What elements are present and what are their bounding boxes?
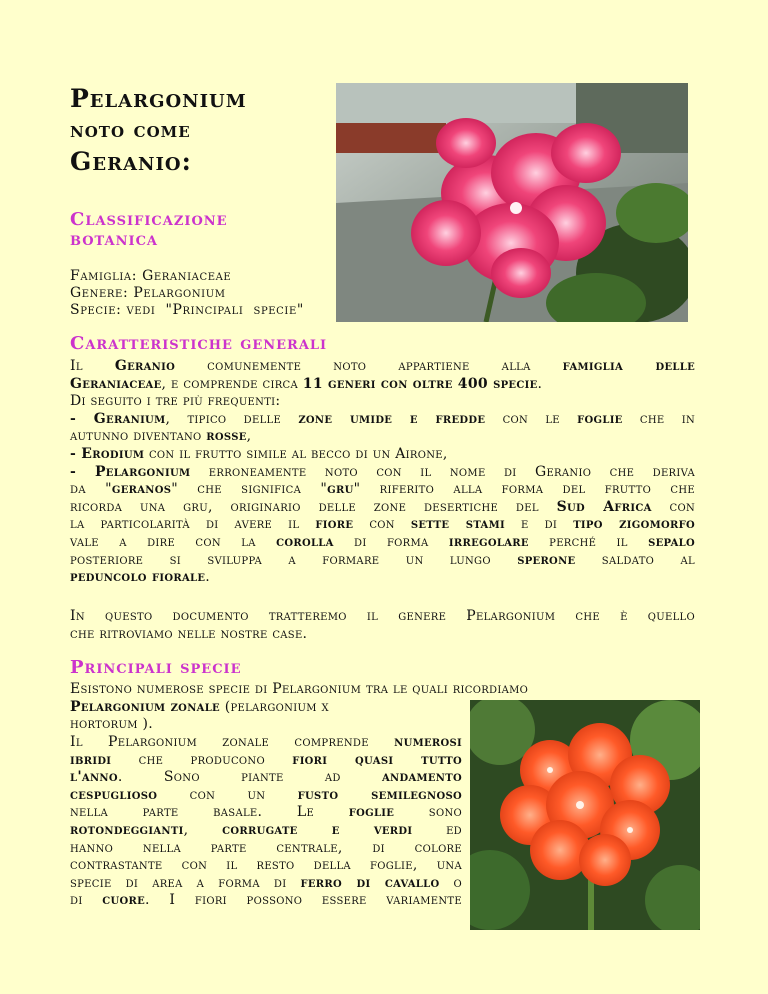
- title-line-1: Pelargonium: [70, 84, 247, 113]
- text-run: Il Pelargonium zonale comprende: [70, 734, 395, 750]
- bold-run: corrugate e verdi: [222, 821, 413, 838]
- text-run: ricorda una gru, originario delle zone desertiche del: [70, 498, 557, 515]
- text-line: [70, 411, 695, 429]
- bold-run: Pelargonium zonale: [70, 698, 220, 715]
- text-run: " riferito alla forma del frutto che: [353, 481, 695, 498]
- text-run: o: [439, 874, 462, 891]
- bold-run: rosse: [206, 428, 247, 445]
- text-line: [70, 481, 695, 499]
- text-run: . Sono piante ad: [117, 769, 382, 786]
- bold-run: corolla: [276, 533, 334, 550]
- bold-run: fusto semilegnoso: [297, 786, 462, 803]
- pink-geranium-photo: [336, 83, 688, 322]
- bold-run: geranos: [111, 481, 172, 498]
- main-species-heading: Principali specie: [70, 657, 242, 678]
- text-run: (pelargonium x: [219, 698, 329, 715]
- text-line: [70, 552, 695, 570]
- bold-run: - Erodium: [70, 445, 145, 462]
- text-run: , tipico delle: [165, 410, 299, 427]
- famiglia-line: Famiglia: Geraniaceae: [70, 268, 232, 284]
- text-line: [70, 358, 695, 376]
- text-run: , e comprende circa: [161, 375, 303, 392]
- bold-run: famiglia delle: [562, 358, 695, 374]
- classification-heading-line2: botanica: [70, 229, 158, 250]
- text-run: con: [353, 516, 411, 533]
- bold-run: l'anno: [70, 769, 118, 786]
- text-run: .: [537, 375, 543, 392]
- text-line: [70, 516, 695, 534]
- specie-line: Specie: vedi "Principali specie": [70, 302, 304, 318]
- text-run: sono: [394, 804, 462, 821]
- text-line: [70, 787, 462, 805]
- text-run: . I fiori possono essere variamente: [145, 892, 462, 909]
- text-line: [70, 534, 695, 552]
- bold-run: Geraniaceae: [70, 375, 162, 392]
- title-colon: :: [181, 147, 192, 176]
- text-line: [70, 822, 462, 840]
- text-run: la particolarità di avere il: [70, 516, 316, 533]
- zonal-geranium-photo: [470, 700, 700, 930]
- text-run: .: [205, 569, 211, 586]
- bold-run: cespuglioso: [70, 786, 158, 803]
- bold-run: irregolare: [448, 533, 529, 550]
- text-run: autunno diventano: [70, 428, 207, 445]
- classification-heading-line1: Classificazione: [70, 209, 228, 230]
- document-scope-paragraph: [70, 608, 695, 643]
- bold-run: 11 generi con oltre 400 specie: [302, 375, 538, 392]
- bold-run: Sud Africa: [556, 498, 652, 515]
- text-run: vale a dire con la: [70, 533, 277, 550]
- text-run: che in: [622, 410, 695, 427]
- text-line: [70, 875, 462, 893]
- text-line: [70, 769, 462, 787]
- bold-run: zone umide e fredde: [298, 410, 486, 427]
- text-line: [70, 499, 695, 517]
- text-line: [70, 446, 695, 464]
- bold-run: numerosi: [394, 734, 462, 750]
- text-run: Il: [70, 358, 115, 374]
- text-run: erroneamente noto con il nome di Geranio che deriva: [190, 463, 695, 480]
- text-line: [70, 464, 695, 482]
- text-run: di: [70, 892, 103, 909]
- text-run: ,: [246, 428, 252, 445]
- zonale-description: [70, 734, 462, 910]
- text-line: Esistono numerose specie di Pelargonium tra le quali ricordiamo: [70, 681, 529, 697]
- text-line: che ritroviamo nelle nostre case.: [70, 625, 308, 642]
- text-line: hortorum ).: [70, 716, 153, 733]
- text-run: con le: [485, 410, 578, 427]
- document-title: [70, 82, 320, 178]
- bold-run: ibridi: [70, 751, 112, 768]
- text-run: con: [651, 498, 695, 515]
- text-run: ,: [183, 821, 223, 838]
- text-run: saldato al: [575, 551, 695, 568]
- title-line-3: [70, 145, 320, 178]
- text-run: comunemente noto appartiene alla: [175, 358, 563, 374]
- bold-run: cuore: [102, 892, 146, 909]
- text-line: In questo documento tratteremo il genere Pelargonium che è quello: [70, 608, 695, 624]
- bold-run: sperone: [517, 551, 576, 568]
- bold-run: gru: [327, 481, 354, 498]
- bold-run: Geranio: [114, 358, 176, 374]
- text-line: [70, 804, 462, 822]
- text-run: " che significa ": [171, 481, 328, 498]
- title-geranio: Geranio: [70, 147, 182, 176]
- bold-run: - Pelargonium: [70, 463, 191, 480]
- classification-list: [70, 268, 304, 319]
- bold-run: foglie: [348, 804, 395, 821]
- title-line-2: noto come: [70, 117, 191, 143]
- bold-run: rotondeggianti: [70, 821, 184, 838]
- bold-run: - Geranium: [70, 410, 166, 427]
- text-run: ed: [412, 821, 462, 838]
- bold-run: fiori quasi tutto: [292, 751, 462, 768]
- text-run: con il frutto simile al becco di un Airone,: [144, 445, 448, 462]
- text-run: posteriore si sviluppa a formare un lungo: [70, 551, 518, 568]
- bold-run: tipo zigomorfo: [573, 516, 696, 533]
- text-run: e di: [504, 516, 574, 533]
- bold-run: foglie: [577, 410, 623, 427]
- text-line: Di seguito i tre più frequenti:: [70, 393, 281, 410]
- text-line: [70, 428, 695, 446]
- text-run: specie di area a forma di: [70, 874, 301, 891]
- text-line: contrastante con il resto della foglie, una: [70, 857, 462, 874]
- text-run: nella parte basale. Le: [70, 804, 349, 821]
- genere-line: Genere: Pelargonium: [70, 285, 226, 301]
- bold-run: ferro di cavallo: [300, 874, 440, 891]
- bold-run: sepalo: [648, 533, 695, 550]
- classification-heading: [70, 210, 228, 250]
- bold-run: sette stami: [410, 516, 505, 533]
- text-line: [70, 734, 462, 752]
- characteristics-paragraph: [70, 358, 695, 587]
- text-run: con un: [157, 786, 298, 803]
- text-line: [70, 569, 695, 587]
- bold-run: fiore: [315, 516, 354, 533]
- text-line: [70, 376, 695, 394]
- text-run: da ": [70, 481, 112, 498]
- bold-run: andamento: [381, 769, 462, 786]
- bold-run: peduncolo fiorale: [70, 569, 206, 586]
- text-run: perché il: [528, 533, 649, 550]
- text-line: [70, 752, 462, 770]
- text-run: che producono: [111, 751, 293, 768]
- text-line: hanno nella parte centrale, di colore: [70, 839, 462, 856]
- text-run: di forma: [333, 533, 449, 550]
- characteristics-heading: Caratteristiche generali: [70, 333, 328, 354]
- text-line: [70, 892, 462, 910]
